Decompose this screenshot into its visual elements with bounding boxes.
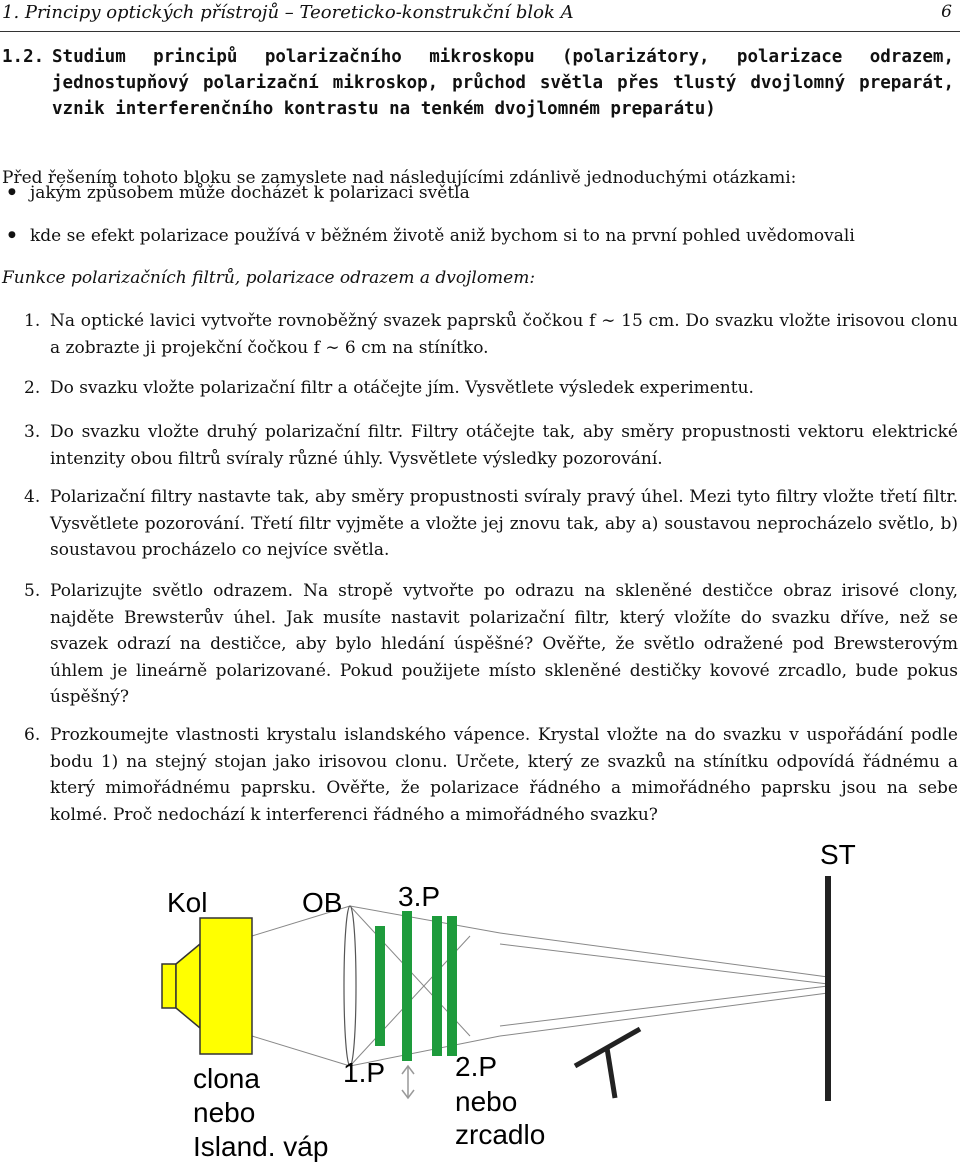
label-1p: 1.P xyxy=(343,1057,386,1088)
label-2p: 2.P xyxy=(455,1051,498,1082)
task-item-6 xyxy=(24,722,958,828)
section-title: Studium principů polarizačního mikroskopu (polarizátory, polarizace odrazem, jednostupňový polarizační mikroskop, průchod světla přes tlustý dvojlomný preparát, vznik interferenčního kontrastu na tenkém dvojlomném preparátu) xyxy=(52,47,954,119)
objective-lens xyxy=(344,906,356,1066)
section-number: 1.2. xyxy=(2,47,45,67)
header-title: 1. Principy optických přístrojů – Teoreticko-konstrukční blok A xyxy=(2,2,574,23)
filter-3p xyxy=(402,911,412,1061)
item-number: 4. xyxy=(24,487,41,507)
task-item-2 xyxy=(24,375,958,402)
item-text: Na optické lavici vytvořte rovnoběžný svazek paprsků čočkou f ∼ 15 cm. Do svazku vložte irisovou clonu a zobrazte ji projekční čočkou f ∼ 6 cm na stínítko. xyxy=(50,311,958,358)
page-header xyxy=(0,2,960,28)
bullet-item: ● jakým způsobem může docházet k polarizaci světla xyxy=(30,183,470,203)
optical-setup-diagram xyxy=(0,836,960,1166)
header-rule xyxy=(0,31,960,32)
subheading: Funkce polarizačních filtrů, polarizace odrazem a dvojlomem: xyxy=(2,268,536,288)
item-number: 6. xyxy=(24,725,41,745)
label-nebo-2: nebo xyxy=(455,1086,518,1117)
section-heading xyxy=(2,44,954,122)
task-item-1 xyxy=(24,308,958,361)
item-text: Prozkoumejte vlastnosti krystalu islandského vápence. Krystal vložte na do svazku v uspořádání podle bodu 1) na stejný stojan jako irisovou clonu. Určete, který ze svazků na stínítku odpovídá řádnému a který mimořádnému paprsku. Ověřte, že polarizace řádného a mimořádného paprsku jsou na sebe kolmé. Proč nedochází k interferenci řádného a mimořádného svazku? xyxy=(50,725,958,825)
item-number: 2. xyxy=(24,378,41,398)
screen-st xyxy=(825,876,831,1101)
polarizer-filters xyxy=(375,911,457,1061)
item-text: Do svazku vložte polarizační filtr a otáčejte jím. Vysvětlete výsledek experimentu. xyxy=(50,378,754,398)
task-item-3 xyxy=(24,419,958,472)
mirror-icon xyxy=(575,1029,640,1098)
bullet-item: ● kde se efekt polarizace používá v běžném životě aniž bychom si to na první pohled uvědomovali xyxy=(30,226,855,246)
filter-extra xyxy=(447,916,457,1056)
label-3p: 3.P xyxy=(398,881,441,912)
label-ob: OB xyxy=(302,887,343,918)
label-zrcadlo: zrcadlo xyxy=(455,1119,546,1150)
page-number: 6 xyxy=(941,2,952,22)
label-clona: clona xyxy=(193,1063,260,1094)
filter-2p xyxy=(432,916,442,1056)
item-number: 1. xyxy=(24,311,41,331)
item-number: 5. xyxy=(24,581,41,601)
light-beam xyxy=(252,906,828,1066)
item-text: Do svazku vložte druhý polarizační filtr. Filtry otáčejte tak, aby směry propustnosti vektoru elektrické intenzity obou filtrů svíraly různé úhly. Vysvětlete výsledky pozorování. xyxy=(50,422,958,469)
label-kol: Kol xyxy=(167,887,208,918)
item-text: Polarizujte světlo odrazem. Na stropě vytvořte po odrazu na skleněné destičce obraz irisové clony, najděte Brewsterův úhel. Jak musíte nastavit polarizační filtr, který vložíte do svazku dříve, než se svazek odrazí na destičce, aby bylo hledání úspěšné? Ověřte, že světlo odražené pod Brewsterovým úhlem je lineárně polarizované. Pokud použijete místo skleněné destičky kovové zrcadlo, bude pokus úspěšný? xyxy=(50,581,958,707)
intro-text: Před řešením tohoto bloku se zamyslete nad následujícími zdánlivě jednoduchými otázkami: xyxy=(2,168,797,188)
label-nebo-1: nebo xyxy=(193,1097,256,1128)
label-island: Island. váp xyxy=(193,1131,329,1162)
task-item-4 xyxy=(24,484,958,564)
double-arrow-icon xyxy=(402,1066,414,1098)
task-item-5 xyxy=(24,578,958,711)
item-text: Polarizační filtry nastavte tak, aby směry propustnosti svíraly pravý úhel. Mezi tyto filtry vložte třetí filtr. Vysvětlete pozorování. Třetí filtr vyjměte a vložte jej znovu tak, aby a) soustavou neprocházelo světlo, b) soustavou procházelo co nejvíce světla. xyxy=(50,487,958,560)
label-st: ST xyxy=(820,839,856,870)
item-number: 3. xyxy=(24,422,41,442)
lamp-housing xyxy=(162,918,252,1054)
filter-1p xyxy=(375,926,385,1046)
